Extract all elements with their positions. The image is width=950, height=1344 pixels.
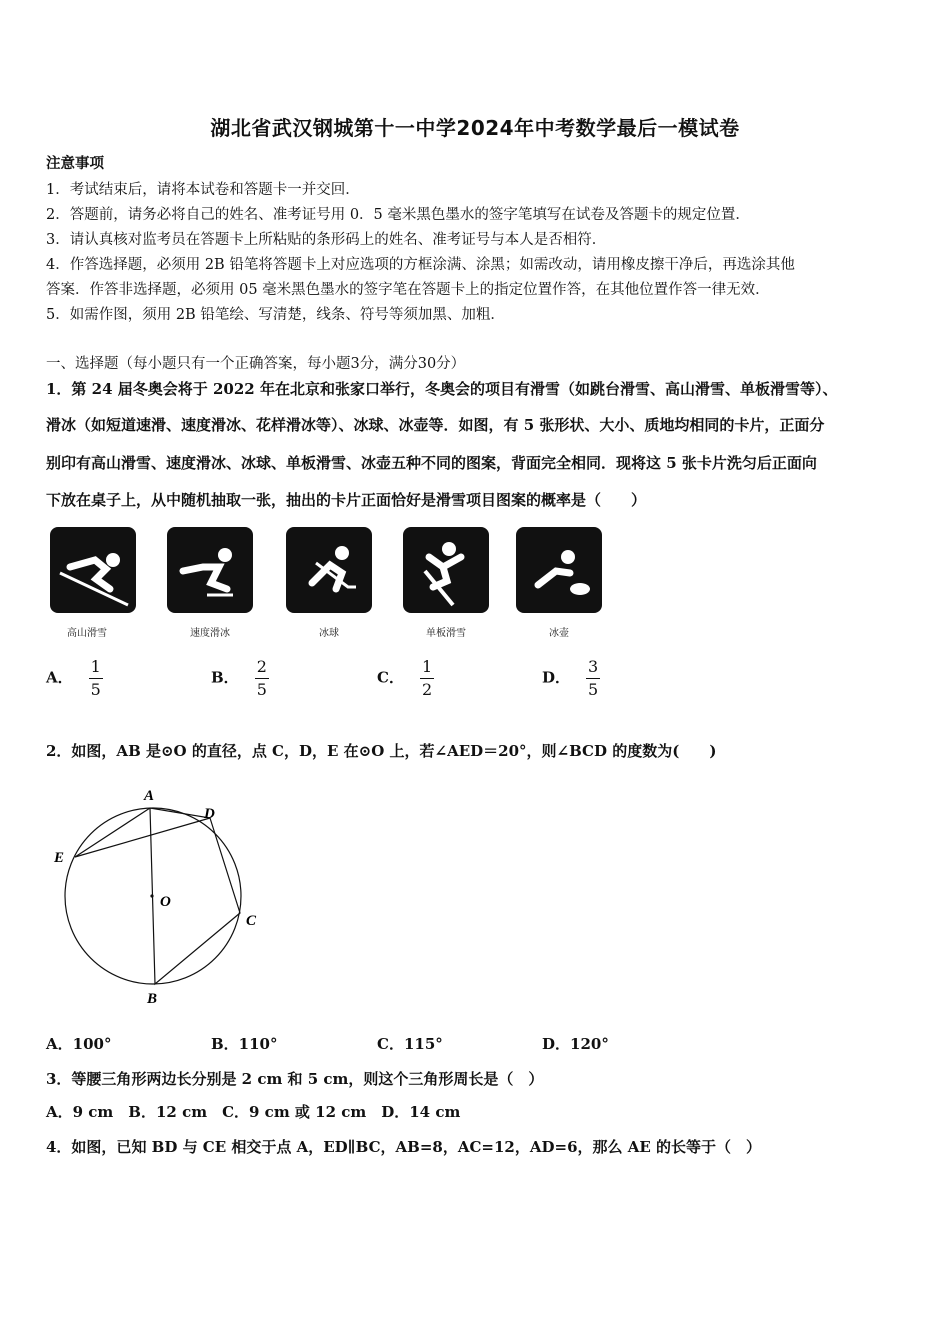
label-d: D xyxy=(204,806,215,822)
label-e: E xyxy=(54,850,65,866)
q1-option-d[interactable]: D． $\frac{3}{5}$ xyxy=(542,657,599,699)
section-heading: 一、选择题（每小题只有一个正确答案，每小题3分，满分30分） xyxy=(46,356,466,372)
ice-hockey-icon xyxy=(286,527,372,613)
q3-stem: 3．等腰三角形两边长分别是 2 cm 和 5 cm，则这个三角形周长是（ ） xyxy=(46,1070,544,1088)
label-o: O xyxy=(160,894,171,910)
notice-item: 答案．作答非选择题，必须用 05 毫米黑色墨水的签字笔在答题卡上的指定位置作答，在其他位置作答一律无效． xyxy=(46,282,770,298)
page-title: 湖北省武汉钢城第十一中学2024年中考数学最后一模试卷 xyxy=(210,116,740,140)
q1-stem-line: 别印有高山滑雪、速度滑冰、冰球、单板滑雪、冰壶五种不同的图案，背面完全相同．现将这 5 张卡片洗匀后正面向 xyxy=(46,454,817,472)
q1-option-a[interactable]: A． $\frac{1}{5}$ xyxy=(46,657,101,699)
fraction: $\frac{1}{2}$ xyxy=(421,657,433,699)
card-ice-hockey xyxy=(286,527,372,613)
card-alpine-skiing xyxy=(50,527,136,613)
fraction: $\frac{1}{5}$ xyxy=(90,657,101,699)
q1-option-b[interactable]: B． $\frac{2}{5}$ xyxy=(211,657,267,699)
notice-item: 5．如需作图，须用 2B 铅笔绘、写清楚，线条、符号等须加黑、加粗． xyxy=(46,307,505,323)
q1-stem-line: 下放在桌子上，从中随机抽取一张，抽出的卡片正面恰好是滑雪项目图案的概率是（ ） xyxy=(46,491,647,509)
q2-option-b[interactable]: B．110° xyxy=(211,1035,278,1053)
q1-stem-line: 1．第 24 届冬奥会将于 2022 年在北京和张家口举行，冬奥会的项目有滑雪（如跳台滑雪、高山滑雪、单板滑雪等）、 xyxy=(46,380,838,398)
card-label: 速度滑冰 xyxy=(190,628,230,639)
q3-options[interactable]: A．9 cm B．12 cm C．9 cm 或 12 cm D．14 cm xyxy=(46,1103,461,1121)
circle-figure xyxy=(45,780,275,1010)
label-b: B xyxy=(147,991,158,1007)
segment-ed xyxy=(75,818,210,857)
q2-option-d[interactable]: D．120° xyxy=(542,1035,609,1053)
card-label: 高山滑雪 xyxy=(67,628,107,639)
q2-option-a[interactable]: A．100° xyxy=(46,1035,112,1053)
curling-icon xyxy=(516,527,602,613)
fraction: $\frac{2}{5}$ xyxy=(256,657,267,699)
notice-item: 3．请认真核对监考员在答题卡上所粘贴的条形码上的姓名、准考证号与本人是否相符． xyxy=(46,232,607,248)
notice-item: 2．答题前，请务必将自己的姓名、准考证号用 0．5 毫米黑色墨水的签字笔填写在试卷及答题卡的规定位置． xyxy=(46,207,750,223)
card-label: 单板滑雪 xyxy=(426,628,466,639)
card-label: 冰壶 xyxy=(549,628,569,639)
q4-stem: 4．如图，已知 BD 与 CE 相交于点 A，ED∥BC，AB=8，AC=12，AD=6，那么 AE 的长等于（ ） xyxy=(46,1138,762,1156)
card-label: 冰球 xyxy=(319,628,339,639)
q1-stem-line: 滑冰（如短道速滑、速度滑冰、花样滑冰等）、冰球、冰壶等．如图，有 5 张形状、大小、质地均相同的卡片，正面分 xyxy=(46,416,825,434)
notice-item: 1．考试结束后，请将本试卷和答题卡一并交回． xyxy=(46,182,360,198)
notice-item: 4．作答选择题，必须用 2B 铅笔将答题卡上对应选项的方框涂满、涂黑；如需改动，请用橡皮擦干净后，再选涂其他 xyxy=(46,257,795,273)
q2-option-c[interactable]: C．115° xyxy=(377,1035,443,1053)
fraction: $\frac{3}{5}$ xyxy=(588,657,599,699)
card-curling xyxy=(516,527,602,613)
q2-stem: 2．如图，AB 是⊙O 的直径，点 C，D，E 在⊙O 上，若∠AED＝20°，则∠BCD 的度数为( ) xyxy=(46,742,717,760)
label-a: A xyxy=(144,788,155,804)
speed-skating-icon xyxy=(167,527,253,613)
label-c: C xyxy=(246,913,257,929)
notice-heading: 注意事项 xyxy=(46,155,104,172)
q1-option-c[interactable]: C． $\frac{1}{2}$ xyxy=(377,657,433,699)
card-snowboard xyxy=(403,527,489,613)
card-speed-skating xyxy=(167,527,253,613)
alpine-skiing-icon xyxy=(50,527,136,613)
center-point xyxy=(150,894,153,897)
snowboard-icon xyxy=(403,527,489,613)
